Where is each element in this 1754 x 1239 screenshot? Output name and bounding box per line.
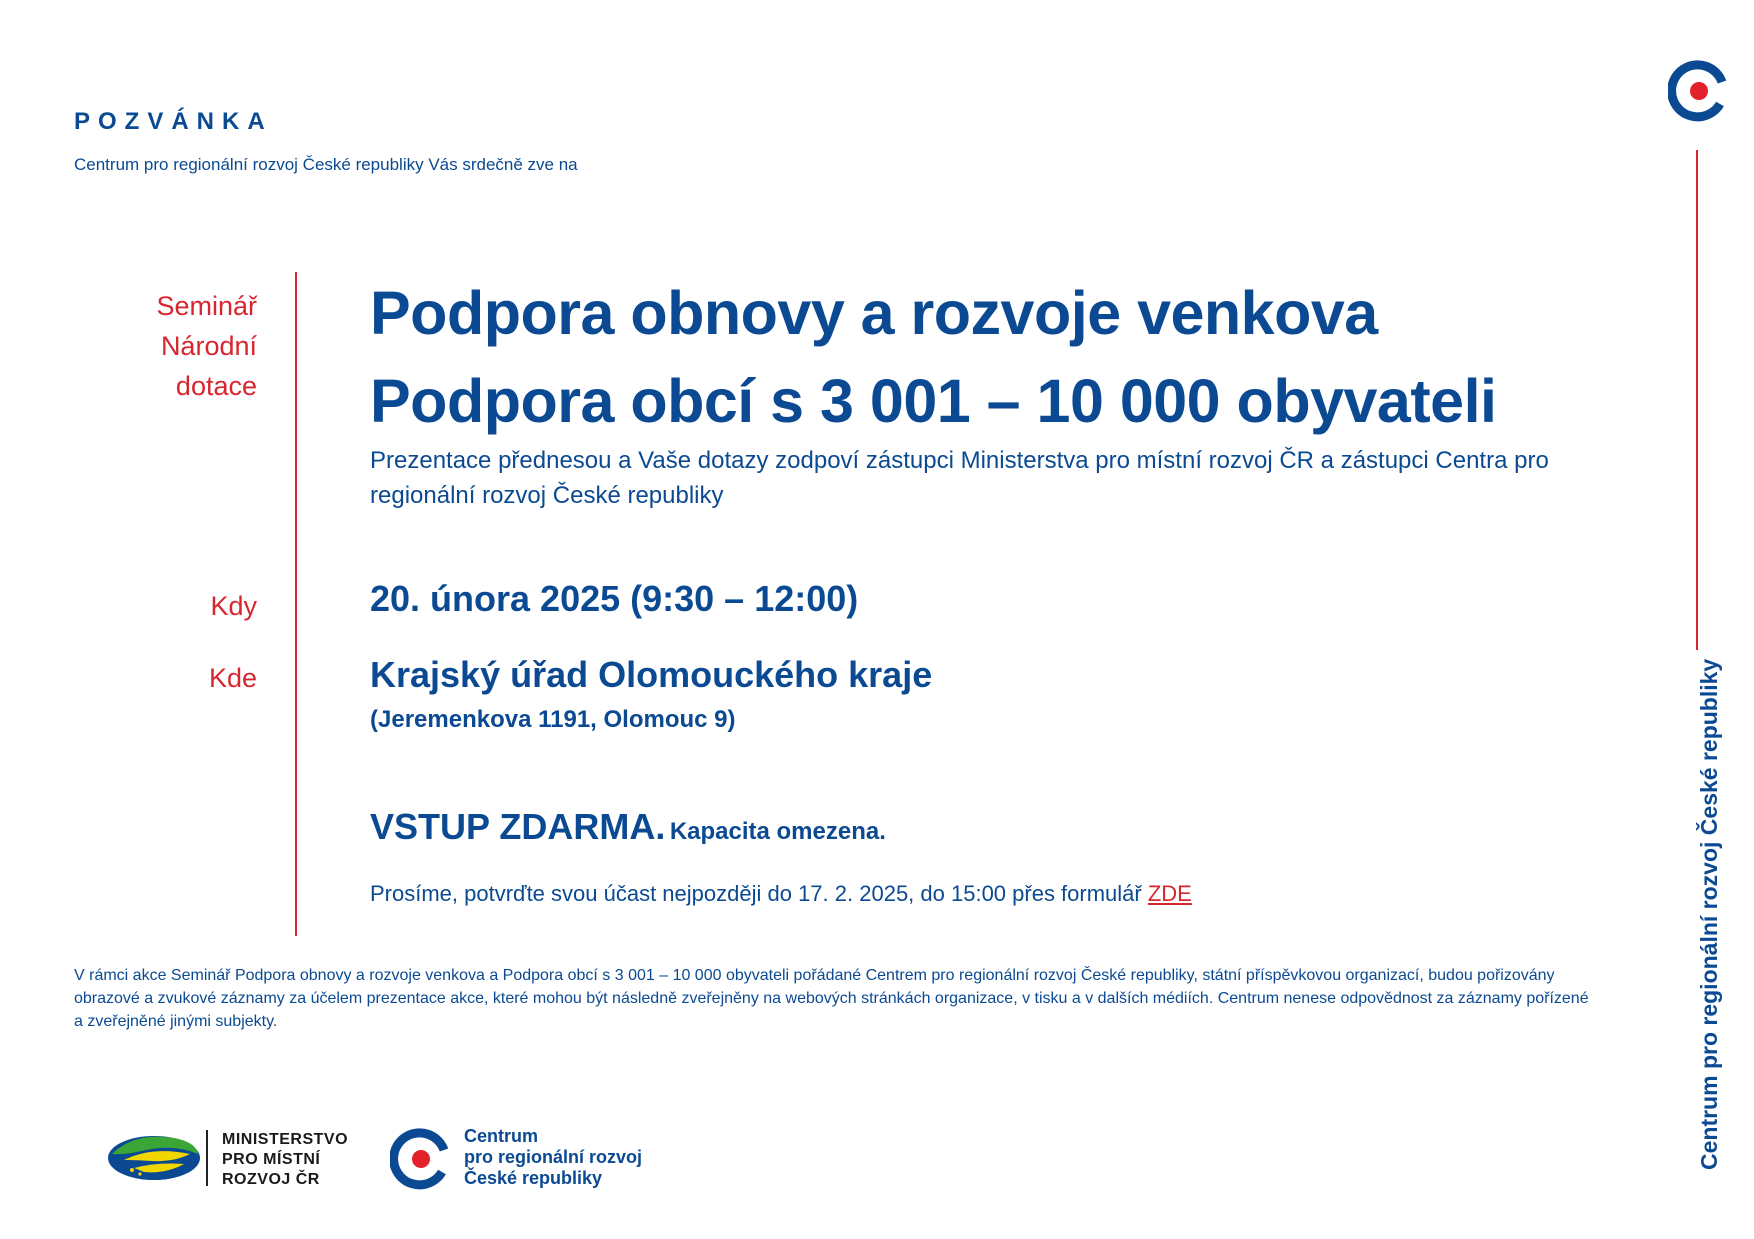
invitation-intro: Centrum pro regionální rozvoj České republiky Vás srdečně zve na (74, 155, 578, 174)
left-divider-line (295, 272, 297, 936)
event-subtitle: Prezentace přednesou a Vaše dotazy zodpoví zástupci Ministerstva pro místní rozvoj ČR a zástupci Centra pro regionální rozvoj České republiky (370, 447, 1549, 509)
crr-line-1: Centrum (464, 1126, 539, 1146)
event-type-line-3: dotace (175, 371, 257, 401)
recording-disclaimer: V rámci akce Seminář Podpora obnovy a rozvoje venkova a Podpora obcí s 3 001 – 10 000 obyvateli pořádané Centrem pro regionální rozvoj České republiky, státní příspěvkovou organizací, budou pořizovány obrazové a zvukové záznamy za účelem prezentace akce, které mohou být následně zveřejněny na webových stránkách organizace, v tisku a v dalších médiích. Centrum nenese odpovědnost za záznamy pořízené a zveřejněné jinými subjekty. (74, 967, 1589, 1030)
mmr-logo-icon (104, 1128, 204, 1184)
invitation-label: POZVÁNKA (74, 108, 273, 135)
entry-info (370, 806, 886, 848)
vertical-organization-name: Centrum pro regionální rozvoj České republiky (1696, 658, 1722, 1170)
registration-note (370, 881, 1192, 907)
event-type-label (156, 286, 257, 406)
event-type-line-2: Národní (160, 331, 257, 361)
event-type-line-1: Seminář (156, 291, 257, 321)
crr-footer-logo-icon (390, 1128, 452, 1190)
where-label: Kde (208, 663, 257, 693)
capacity-note: Kapacita omezena. (669, 818, 886, 845)
mmr-line-3: ROZVOJ ČR (222, 1171, 320, 1188)
crr-line-2: pro regionální rozvoj (464, 1147, 643, 1167)
event-title-line-1: Podpora obnovy a rozvoje venkova (370, 279, 1378, 347)
event-venue: Krajský úřad Olomouckého kraje (370, 654, 933, 695)
registration-form-link[interactable]: ZDE (1147, 881, 1192, 906)
crr-logo-icon (1668, 60, 1730, 122)
event-title-line-2: Podpora obcí s 3 001 – 10 000 obyvateli (370, 367, 1497, 435)
when-label: Kdy (210, 591, 257, 621)
right-divider-line (1696, 150, 1698, 650)
event-date: 20. února 2025 (9:30 – 12:00) (370, 578, 859, 619)
entry-free-text: VSTUP ZDARMA. (370, 806, 666, 847)
registration-text: Prosíme, potvrďte svou účast nejpozději do 17. 2. 2025, do 15:00 přes formulář (370, 881, 1148, 906)
mmr-line-1: MINISTERSTVO (222, 1131, 349, 1148)
crr-line-3: České republiky (464, 1168, 603, 1188)
mmr-logo-divider (206, 1130, 208, 1186)
mmr-line-2: PRO MÍSTNÍ (222, 1151, 321, 1168)
mmr-logo-text (222, 1130, 348, 1190)
crr-logo-text (464, 1126, 642, 1189)
event-address: (Jeremenkova 1191, Olomouc 9) (370, 706, 736, 733)
